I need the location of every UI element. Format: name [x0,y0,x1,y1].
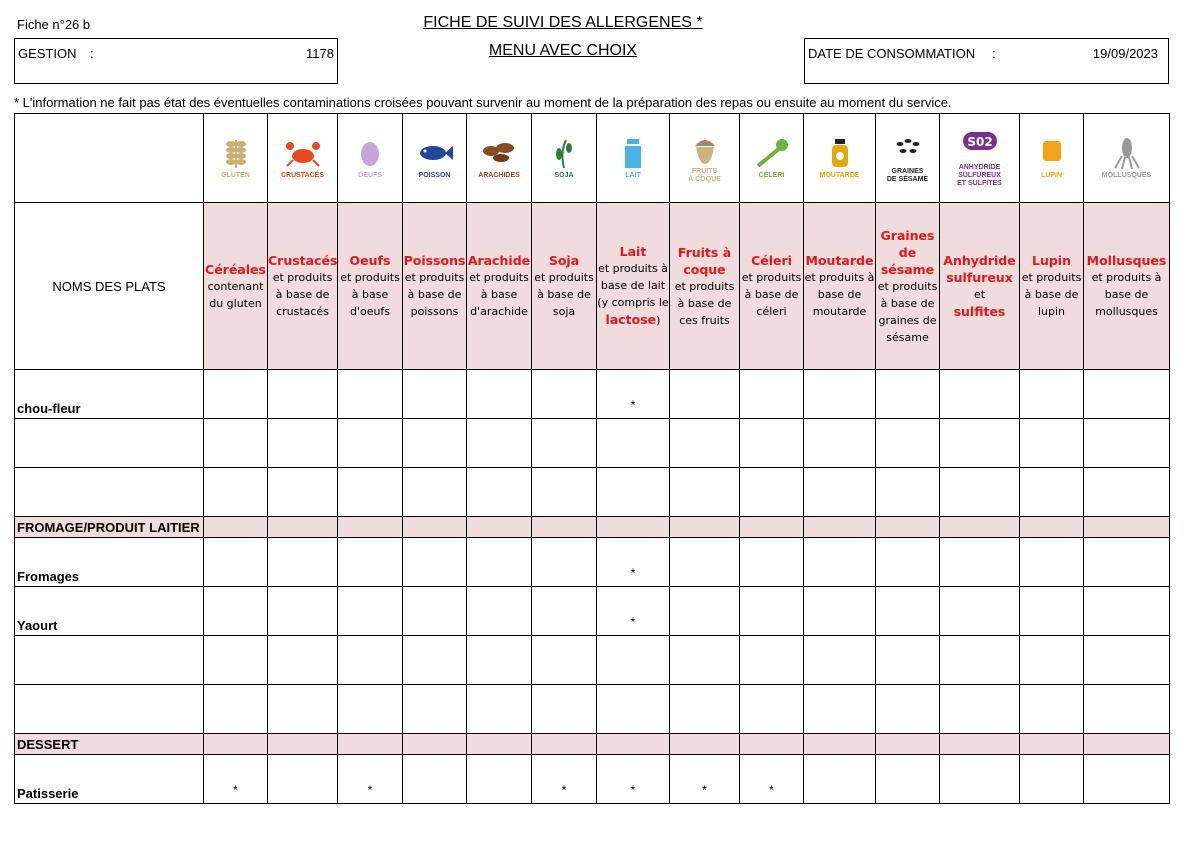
section-title[interactable]: FROMAGE/PRODUIT LAITIER [15,517,204,538]
allergen-mark-cell[interactable] [268,734,338,755]
blank-cell [15,114,204,203]
allergen-mark-cell[interactable] [1020,755,1084,804]
dish-name[interactable] [15,419,204,468]
allergen-description: et produits à base de crustacés [272,271,333,318]
allergen-mark-cell[interactable] [804,734,876,755]
allergen-mark-cell[interactable]: * [204,755,268,804]
allergen-mark-cell[interactable] [876,734,940,755]
allergen-mark-cell[interactable] [1020,636,1084,685]
allergen-mark-cell[interactable] [597,419,670,468]
date-box [804,38,1169,84]
allergen-mark-cell[interactable] [804,419,876,468]
section-row [15,734,1170,755]
allergen-highlight: sulfites [953,303,1006,319]
allergen-mark-cell[interactable]: * [597,538,670,587]
page-title: FICHE DE SUIVI DES ALLERGENES * [423,14,703,31]
allergen-mark-cell[interactable] [804,370,876,419]
so2-icon [960,128,1000,162]
allergen-mark-cell[interactable] [204,538,268,587]
allergen-mark-cell[interactable] [670,419,740,468]
allergen-icon-label: LAIT [625,172,641,179]
allergen-header-cell [940,203,1020,370]
allergen-mark-cell[interactable] [467,755,532,804]
dish-row [15,587,1170,636]
allergen-icon-cell [403,114,467,203]
allergen-mark-cell[interactable] [1084,468,1170,517]
allergen-mark-cell[interactable] [403,517,467,538]
allergen-mark-cell[interactable] [1020,538,1084,587]
allergen-mark-cell[interactable] [740,636,804,685]
allergen-icon-cell [1084,114,1170,203]
allergen-header-cell [876,203,940,370]
dish-row [15,636,1170,685]
allergen-mark-cell[interactable] [268,468,338,517]
allergen-icon-cell [204,114,268,203]
date-value: 19/09/2023 [1092,46,1158,61]
allergen-mark-cell[interactable] [1020,517,1084,538]
allergen-mark-cell[interactable] [740,734,804,755]
allergen-mark-cell[interactable] [268,587,338,636]
allergen-mark-cell[interactable] [597,685,670,734]
gestion-label: GESTION [18,46,77,61]
allergen-header-cell [204,203,268,370]
allergen-mark-cell[interactable] [338,538,403,587]
allergen-mark-cell[interactable] [597,517,670,538]
allergen-description: et produits à base de céleri [741,271,802,318]
allergen-mark-cell[interactable] [1084,587,1170,636]
allergen-mark-cell[interactable] [532,636,597,685]
allergen-icon-cell [1020,114,1084,203]
allergen-mark-cell[interactable] [532,587,597,636]
allergen-icon-label: LUPIN [1041,172,1062,179]
allergen-name: Mollusques [1086,253,1167,268]
allergen-mark-cell[interactable]: * [532,755,597,804]
allergen-mark-cell[interactable] [338,517,403,538]
page-subtitle: MENU AVEC CHOIX [488,42,638,59]
allergen-mark-cell[interactable] [403,538,467,587]
dish-name[interactable]: chou-fleur [15,370,204,419]
icon-row [15,114,1170,203]
nut-icon [685,132,725,166]
allergen-icon-cell [940,114,1020,203]
allergen-mark-cell[interactable] [268,636,338,685]
allergen-icon-cell [670,114,740,203]
allergen-header-cell [597,203,670,370]
allergen-mark-cell[interactable] [740,538,804,587]
allergen-mark-cell[interactable] [876,517,940,538]
allergen-icon-label: MOLLUSQUES [1101,172,1152,179]
fiche-number: Fiche n°26 b [17,17,91,32]
dish-names-header: NOMS DES PLATS [15,203,204,370]
dish-row [15,419,1170,468]
allergen-mark-cell[interactable] [1020,468,1084,517]
allergen-mark-cell[interactable] [467,685,532,734]
allergen-mark-cell[interactable] [670,538,740,587]
allergen-icon-cell [876,114,940,203]
allergen-table [14,113,1170,804]
allergen-header-cell [338,203,403,370]
allergen-mark-cell[interactable] [804,587,876,636]
allergen-mark-cell[interactable] [403,636,467,685]
wheat-icon [216,136,256,170]
allergen-mark-cell[interactable] [268,370,338,419]
allergen-name: Graines de sésame [880,227,935,277]
allergen-mark-cell[interactable] [670,734,740,755]
allergen-mark-cell[interactable] [403,370,467,419]
allergen-icon-cell [268,114,338,203]
allergen-description: et produits à base de graines de sésame [877,279,938,344]
allergen-mark-cell[interactable] [268,685,338,734]
allergen-mark-cell[interactable] [338,636,403,685]
allergen-mark-cell[interactable]: * [740,755,804,804]
allergen-description: et produits à base d'oeufs [340,271,400,318]
allergen-mark-cell[interactable] [204,587,268,636]
allergen-name: Fruits à coque [677,244,732,277]
fish-icon [415,136,455,170]
section-title[interactable]: DESSERT [15,734,204,755]
allergen-mark-cell[interactable] [532,685,597,734]
dish-name[interactable]: Yaourt [15,587,204,636]
allergen-mark-cell[interactable] [740,419,804,468]
allergen-mark-cell[interactable]: * [597,587,670,636]
peanut-icon [479,136,519,170]
allergen-mark-cell[interactable] [940,419,1020,468]
mustard-icon [820,136,860,170]
section-row [15,517,1170,538]
allergen-mark-cell[interactable] [268,755,338,804]
allergen-mark-cell[interactable] [597,734,670,755]
allergen-mark-cell[interactable] [532,734,597,755]
allergen-mark-cell[interactable] [876,538,940,587]
allergen-mark-cell[interactable] [597,636,670,685]
allergen-description: et produits à base de moutarde [804,271,875,318]
allergen-icon-label: OEUFS [357,172,383,179]
allergen-mark-cell[interactable]: * [338,755,403,804]
allergen-mark-cell[interactable] [204,370,268,419]
allergen-mark-cell[interactable] [1020,685,1084,734]
disclaimer-note: * L'information ne fait pas état des éventuelles contaminations croisées pouvant survenir au moment de la préparation des repas ou ensuite au moment du service. [14,95,952,110]
allergen-mark-cell[interactable] [403,755,467,804]
allergen-icon-label: ARACHIDES [478,172,520,179]
allergen-mark-cell[interactable] [940,755,1020,804]
allergen-mark-cell[interactable] [670,587,740,636]
allergen-header-cell [532,203,597,370]
allergen-description: et [973,287,986,301]
allergen-icon-cell [467,114,532,203]
allergen-mark-cell[interactable] [670,685,740,734]
allergen-header-cell [403,203,467,370]
allergen-mark-cell[interactable] [1084,538,1170,587]
allergen-name: Céréales [205,261,266,277]
gestion-box [14,38,338,84]
crab-icon [283,136,323,170]
allergen-highlight: lactose [605,312,657,327]
dish-row [15,370,1170,419]
allergen-mark-cell[interactable] [204,517,268,538]
lupin-icon [1032,136,1072,170]
allergen-mark-cell[interactable] [1020,370,1084,419]
allergen-mark-cell[interactable]: * [597,755,670,804]
allergen-icon-label: GLUTEN [221,172,250,179]
allergen-icon-label: CRUSTACÉS [280,172,325,179]
dish-name[interactable] [15,636,204,685]
allergen-mark-cell[interactable] [940,468,1020,517]
allergen-mark-cell[interactable] [876,370,940,419]
allergen-mark-cell[interactable] [804,755,876,804]
allergen-mark-cell[interactable] [1084,734,1170,755]
allergen-mark-cell[interactable] [204,468,268,517]
allergen-mark-cell[interactable] [740,468,804,517]
allergen-name: Oeufs [349,253,391,268]
allergen-mark-cell[interactable] [1084,517,1170,538]
allergen-mark-cell[interactable] [532,419,597,468]
allergen-mark-cell[interactable] [804,636,876,685]
allergen-mark-cell[interactable] [804,517,876,538]
allergen-header-cell [467,203,532,370]
allergen-mark-cell[interactable] [940,370,1020,419]
allergen-mark-cell[interactable] [597,468,670,517]
dish-name[interactable] [15,468,204,517]
allergen-icon-label: FRUITS À COQUE [688,168,721,183]
allergen-mark-cell[interactable] [1020,419,1084,468]
celery-icon [752,136,792,170]
allergen-header-cell [268,203,338,370]
allergen-mark-cell[interactable] [467,587,532,636]
allergen-mark-cell[interactable] [740,517,804,538]
allergen-name: Crustacés [268,253,338,268]
allergen-mark-cell[interactable] [204,734,268,755]
svg-text:S02: S02 [966,135,993,149]
allergen-mark-cell[interactable] [403,419,467,468]
allergen-mark-cell[interactable] [338,587,403,636]
allergen-mark-cell[interactable] [940,636,1020,685]
allergen-mark-cell[interactable] [876,685,940,734]
allergen-mark-cell[interactable] [940,587,1020,636]
allergen-mark-cell[interactable] [876,636,940,685]
allergen-mark-cell[interactable] [940,685,1020,734]
allergen-header-cell [804,203,876,370]
allergen-mark-cell[interactable]: * [670,755,740,804]
allergen-icon-label: SOJA [554,172,574,179]
allergen-icon-label: POISSON [418,172,451,179]
allergen-mark-cell[interactable] [1084,755,1170,804]
allergen-mark-cell[interactable] [403,468,467,517]
squid-icon [1107,136,1147,170]
allergen-mark-cell[interactable] [1084,685,1170,734]
allergen-mark-cell[interactable] [1084,636,1170,685]
allergen-mark-cell[interactable] [467,468,532,517]
allergen-mark-cell[interactable] [670,370,740,419]
allergen-mark-cell[interactable] [876,419,940,468]
allergen-name: Poissons [403,253,466,268]
allergen-mark-cell[interactable] [204,419,268,468]
allergen-mark-cell[interactable] [804,468,876,517]
dish-name[interactable]: Patisserie [15,755,204,804]
allergen-mark-cell[interactable] [940,734,1020,755]
dish-row [15,468,1170,517]
allergen-description: et produits à base de lait (y compris le [597,262,669,309]
allergen-mark-cell[interactable] [403,734,467,755]
allergen-mark-cell[interactable] [804,538,876,587]
dish-name[interactable]: Fromages [15,538,204,587]
allergen-name: Soja [548,253,580,268]
allergen-mark-cell[interactable] [940,517,1020,538]
allergen-mark-cell[interactable] [403,685,467,734]
allergen-mark-cell[interactable] [467,419,532,468]
dish-row [15,755,1170,804]
dish-name[interactable] [15,685,204,734]
allergen-name: Arachide [467,253,531,268]
allergen-mark-cell[interactable]: * [597,370,670,419]
allergen-mark-cell[interactable] [338,419,403,468]
sesame-icon [888,132,928,166]
allergen-mark-cell[interactable] [876,468,940,517]
allergen-mark-cell[interactable] [876,587,940,636]
allergen-mark-cell[interactable] [532,468,597,517]
allergen-mark-cell[interactable] [1020,587,1084,636]
allergen-description: et produits à base de poissons [404,271,465,318]
allergen-mark-cell[interactable] [804,685,876,734]
allergen-mark-cell[interactable] [532,370,597,419]
allergen-icon-cell [532,114,597,203]
allergen-header-row [15,203,1170,370]
soy-icon [544,136,584,170]
allergen-mark-cell[interactable] [670,636,740,685]
gestion-separator: : [90,46,94,61]
allergen-mark-cell[interactable] [467,370,532,419]
allergen-mark-cell[interactable] [1084,419,1170,468]
allergen-header-cell [1020,203,1084,370]
allergen-name: Céleri [751,253,792,268]
allergen-mark-cell[interactable] [1020,734,1084,755]
allergen-mark-cell[interactable] [338,685,403,734]
allergen-icon-label: GRAINES DE SÉSAME [886,168,929,183]
allergen-mark-cell[interactable] [1084,370,1170,419]
allergen-mark-cell[interactable] [268,419,338,468]
allergen-description: et produits à base de soja [534,271,594,318]
dish-row [15,538,1170,587]
allergen-mark-cell[interactable] [338,734,403,755]
allergen-mark-cell[interactable] [268,517,338,538]
allergen-description: et produits à base d'arachide [469,271,529,318]
allergen-mark-cell[interactable] [532,517,597,538]
allergen-mark-cell[interactable] [740,685,804,734]
date-label: DATE DE CONSOMMATION [808,46,976,61]
dish-row [15,685,1170,734]
allergen-icon-cell [804,114,876,203]
allergen-name: Lupin [1032,253,1071,268]
allergen-closing-paren: ) [656,314,661,327]
allergen-icon-cell [338,114,403,203]
allergen-mark-cell[interactable] [940,538,1020,587]
allergen-mark-cell[interactable] [268,538,338,587]
allergen-mark-cell[interactable] [532,538,597,587]
allergen-icon-label: MOUTARDE [819,172,860,179]
allergen-mark-cell[interactable] [467,517,532,538]
allergen-description: contenant du gluten [207,279,264,310]
allergen-mark-cell[interactable] [204,685,268,734]
allergen-header-cell [670,203,740,370]
allergen-name: Anhydride sulfureux [943,252,1016,285]
allergen-mark-cell[interactable] [403,587,467,636]
allergen-mark-cell[interactable] [670,517,740,538]
allergen-description: et produits à base de lupin [1021,271,1082,318]
allergen-icon-label: ANHYDRIDE SULFUREUX ET SULFITES [957,164,1002,187]
allergen-mark-cell[interactable] [876,755,940,804]
gestion-value: 1178 [306,46,334,61]
allergen-icon-cell [597,114,670,203]
milk-bottle-icon [613,136,653,170]
allergen-description: et produits à base de mollusques [1091,271,1162,318]
date-separator: : [992,46,996,61]
allergen-description: et produits à base de ces fruits [674,279,735,327]
allergen-mark-cell[interactable] [338,370,403,419]
allergen-name: Lait [619,244,647,259]
allergen-header-cell [1084,203,1170,370]
allergen-mark-cell[interactable] [467,636,532,685]
allergen-icon-cell [740,114,804,203]
allergen-mark-cell[interactable] [467,734,532,755]
allergen-name: Moutarde [805,253,874,268]
allergen-icon-label: CÉLERI [758,172,785,179]
allergen-mark-cell[interactable] [204,636,268,685]
allergen-mark-cell[interactable] [467,538,532,587]
allergen-mark-cell[interactable] [740,587,804,636]
allergen-mark-cell[interactable] [338,468,403,517]
egg-icon [350,136,390,170]
allergen-mark-cell[interactable] [670,468,740,517]
allergen-mark-cell[interactable] [740,370,804,419]
allergen-header-cell [740,203,804,370]
